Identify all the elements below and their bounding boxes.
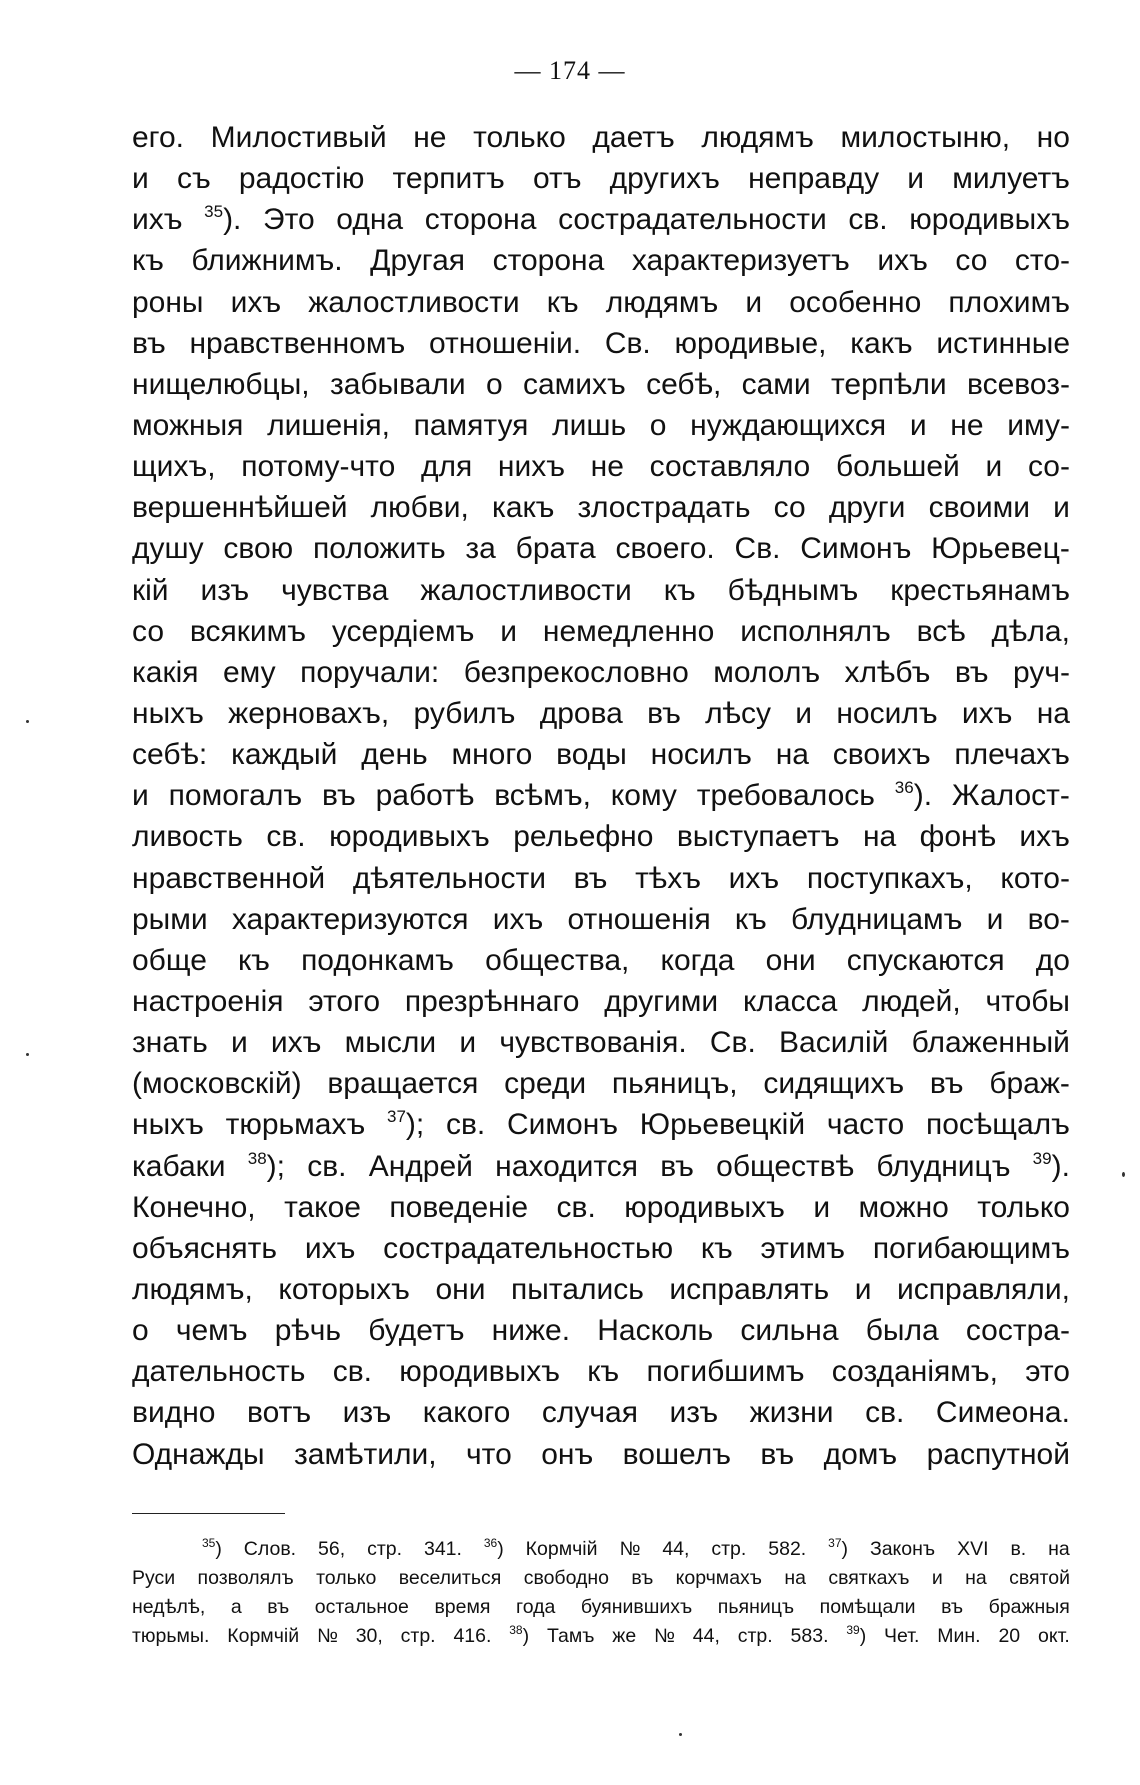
margin-speck [26, 1053, 29, 1056]
text-line: и съ радостію терпитъ отъ другихъ неправду и милуетъ [132, 162, 1070, 196]
text-line: ливость св. юродивыхъ рельефно выступаетъ на фонѣ ихъ [132, 820, 1070, 854]
text-line: кабаки $^{38}$); св. Андрей находится въ обществѣ блудницъ $^{39}$). [132, 1148, 1070, 1183]
footnote-divider [132, 1513, 285, 1514]
text-line: людямъ, которыхъ они пытались исправлять и исправляли, [132, 1272, 1070, 1306]
margin-speck [26, 720, 29, 723]
page-number: — 174 — [514, 56, 626, 85]
main-text [132, 117, 1070, 1475]
text-line: знать и ихъ мысли и чувствованія. Св. Василій блаженный [132, 1026, 1070, 1060]
text-line: Однажды замѣтили, что онъ вошелъ въ домъ распутной [132, 1437, 1070, 1471]
text-line: ныхъ жерновахъ, рубилъ дрова въ лѣсу и носилъ ихъ на [132, 696, 1070, 730]
text-line: щихъ, потому-что для нихъ не составляло большей и со- [132, 450, 1070, 484]
text-line: рыми характеризуются ихъ отношенія къ блудницамъ и во- [132, 902, 1070, 936]
text-line: Конечно, такое поведеніе св. юродивыхъ и можно только [132, 1190, 1070, 1224]
text-line: нищелюбцы, забывали о самихъ себѣ, сами терпѣли всевоз- [132, 367, 1070, 401]
text-line: можныя лишенія, памятуя лишь о нуждающихся и не иму- [132, 408, 1070, 442]
footnote-line: $^{35}$) Слов. 56, стр. 341. $^{36}$) Кормчій № 44, стр. 582. $^{37}$) Законъ XVI в. на [202, 1536, 1070, 1560]
footnotes [132, 1535, 1070, 1651]
text-line: о чемъ рѣчь будетъ ниже. Насколь сильна была состра- [132, 1314, 1070, 1348]
text-line: себѣ: каждый день много воды носилъ на своихъ плечахъ [132, 738, 1070, 772]
text-line: душу свою положить за брата своего. Св. Симонъ Юрьевец- [132, 532, 1070, 566]
text-line: какія ему поручали: безпрекословно мололъ хлѣбъ въ руч- [132, 655, 1070, 689]
text-line: обще къ подонкамъ общества, когда они спускаются до [132, 943, 1070, 977]
text-line: ихъ $^{35}$). Это одна сторона сострадательности св. юродивыхъ [132, 202, 1070, 237]
text-line: и помогалъ въ работѣ всѣмъ, кому требовалось $^{36}$). Жалост- [132, 778, 1070, 813]
text-line: настроенія этого презрѣннаго другими класса людей, чтобы [132, 984, 1070, 1018]
text-line: ныхъ тюрьмахъ $^{37}$); св. Симонъ Юрьевецкій часто посѣщалъ [132, 1107, 1070, 1142]
text-line: роны ихъ жалостливости къ людямъ и особенно плохимъ [132, 285, 1070, 319]
text-line: объяснять ихъ сострадательностью къ этимъ погибающимъ [132, 1231, 1070, 1265]
footnote-line: недѣлѣ, а въ остальное время года буянившихъ пьяницъ помѣщали въ бражныя [132, 1596, 1070, 1618]
margin-speck [679, 1733, 682, 1736]
footnote-line: тюрьмы. Кормчій № 30, стр. 416. $^{38}$) Тамъ же № 44, стр. 583. $^{39}$) Чет. Мин. 20 окт. [132, 1623, 1070, 1647]
text-line: въ нравственномъ отношеніи. Св. юродивые, какъ истинные [132, 326, 1070, 360]
text-line: (московскій) вращается среди пьяницъ, сидящихъ въ браж- [132, 1067, 1070, 1101]
text-line: нравственной дѣятельности въ тѣхъ ихъ поступкахъ, кото- [132, 861, 1070, 895]
margin-speck [1122, 1172, 1125, 1177]
text-line: вершеннѣйшей любви, какъ злострадать со други своими и [132, 491, 1070, 525]
text-line: кій изъ чувства жалостливости къ бѣднымъ крестьянамъ [132, 573, 1070, 607]
text-line: его. Милостивый не только даетъ людямъ милостыню, но [132, 121, 1070, 154]
text-line: видно вотъ изъ какого случая изъ жизни св. Симеона. [132, 1396, 1070, 1430]
text-line: къ ближнимъ. Другая сторона характеризуетъ ихъ со сто- [132, 244, 1070, 278]
footnote-line: Руси позволялъ только веселиться свободно въ корчмахъ на святкахъ и на святой [132, 1567, 1070, 1589]
text-line: дательность св. юродивыхъ къ погибшимъ созданіямъ, это [132, 1355, 1070, 1389]
text-line: со всякимъ усердіемъ и немедленно исполнялъ всѣ дѣла, [132, 614, 1070, 648]
